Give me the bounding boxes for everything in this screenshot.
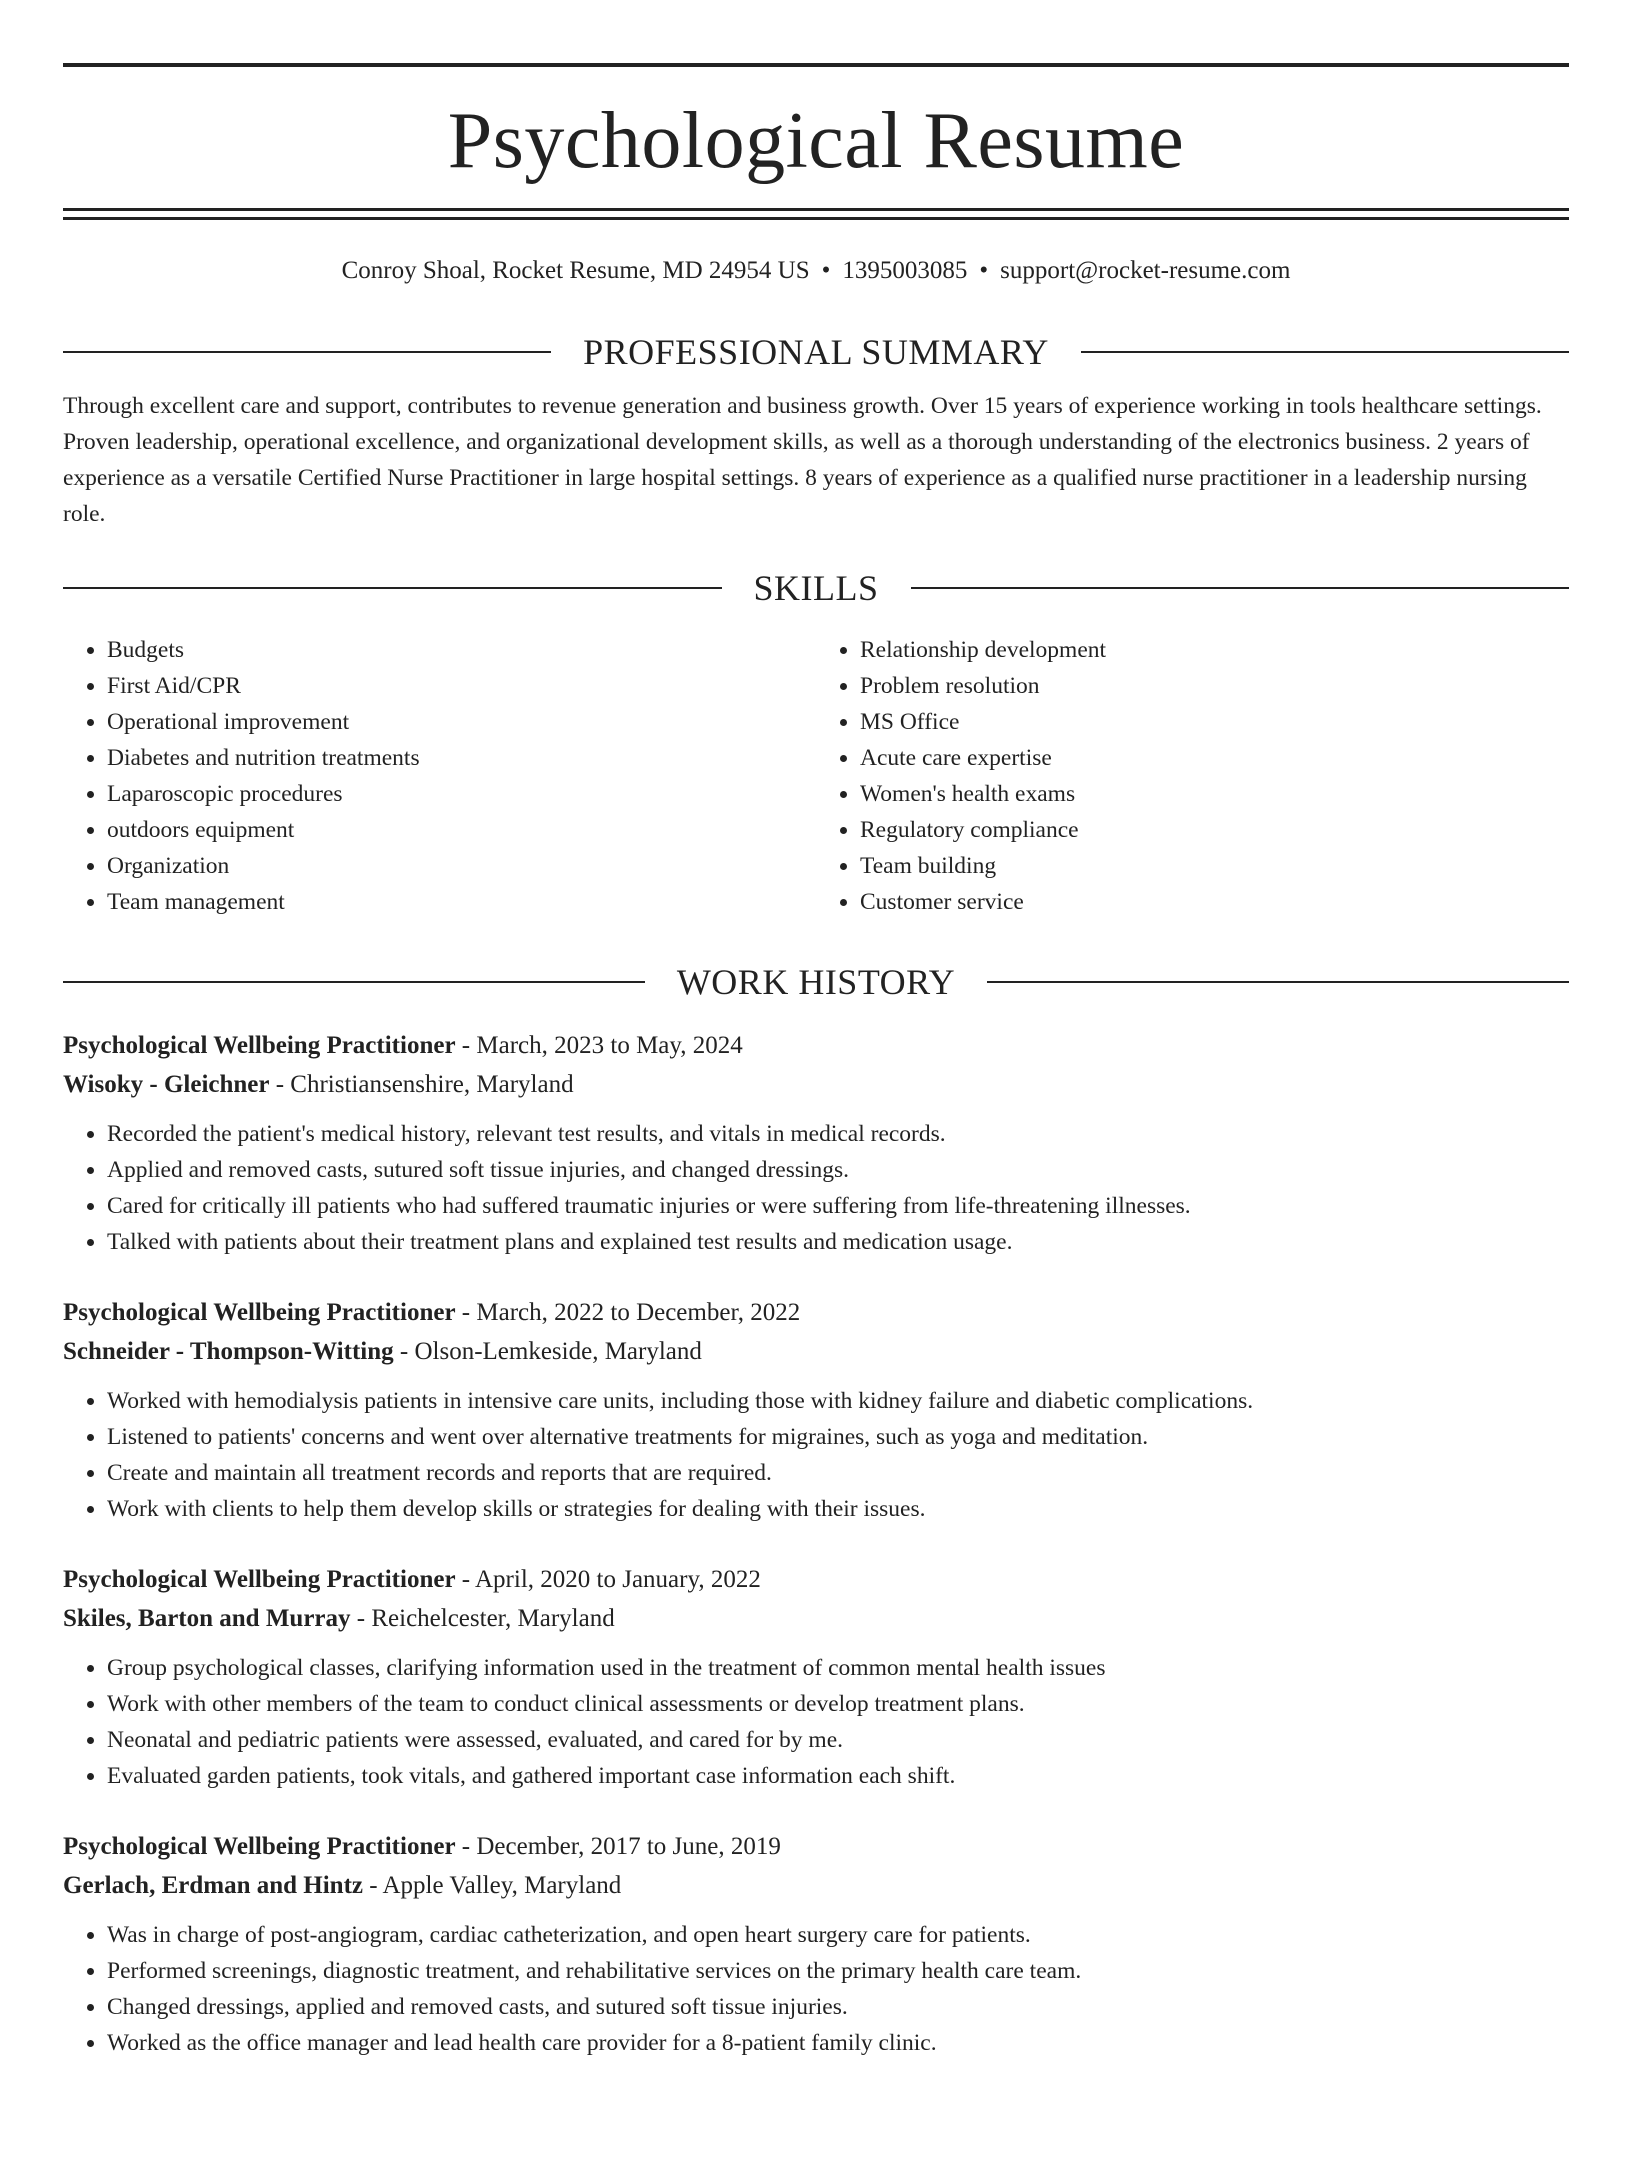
skill-item: • Laparoscopic procedures	[107, 776, 816, 812]
section-rule-right	[911, 587, 1570, 589]
job-bullets	[63, 1116, 1569, 1260]
job-entry	[63, 1293, 1569, 1527]
job-bullets	[63, 1917, 1569, 2061]
job-dates: - April, 2020 to January, 2022	[455, 1566, 761, 1593]
skill-item: • Women's health exams	[860, 776, 1569, 812]
job-company: Schneider - Thompson-Witting	[63, 1338, 394, 1365]
job-dates: - December, 2017 to June, 2019	[455, 1833, 781, 1860]
job-bullet: • Performed screenings, diagnostic treatment, and rehabilitative services on the primary health care team.	[107, 1953, 1569, 1989]
summary-heading: PROFESSIONAL SUMMARY	[583, 332, 1049, 372]
skill-item: • First Aid/CPR	[107, 668, 816, 704]
job-title-line	[63, 1827, 1569, 1866]
skill-item: • outdoors equipment	[107, 812, 816, 848]
job-dates: - March, 2022 to December, 2022	[455, 1299, 801, 1326]
job-entry	[63, 1026, 1569, 1260]
resume-page	[0, 63, 1632, 2175]
job-title-line	[63, 1560, 1569, 1599]
job-company: Skiles, Barton and Murray	[63, 1605, 351, 1632]
job-bullet: • Work with clients to help them develop skills or strategies for dealing with their issues.	[107, 1491, 1569, 1527]
job-title-line	[63, 1026, 1569, 1065]
job-location: - Apple Valley, Maryland	[363, 1872, 622, 1899]
section-rule-left	[63, 587, 722, 589]
job-bullet: • Talked with patients about their treatment plans and explained test results and medication usage.	[107, 1224, 1569, 1260]
skills-section-header	[63, 566, 1569, 610]
summary-text: Through excellent care and support, contributes to revenue generation and business growth. Over 15 years of experience working in tools healthcare settings. Proven leadership, operational excellence, and organizational development skills, as well as a thorough understanding of the electronics business. 2 years of experience as a versatile Certified Nurse Practitioner in large hospital settings. 8 years of experience as a qualified nurse practitioner in a leadership nursing role.	[63, 393, 1542, 527]
job-company-line	[63, 1065, 1569, 1104]
job-title: Psychological Wellbeing Practitioner	[63, 1566, 456, 1593]
skill-item: • Organization	[107, 848, 816, 884]
job-bullet: • Applied and removed casts, sutured soft tissue injuries, and changed dressings.	[107, 1152, 1569, 1188]
work-heading: WORK HISTORY	[676, 962, 956, 1002]
skill-item: • Team building	[860, 848, 1569, 884]
skills-column-left	[63, 632, 816, 920]
job-company: Gerlach, Erdman and Hintz	[63, 1872, 364, 1899]
job-bullet: • Create and maintain all treatment records and reports that are required.	[107, 1455, 1569, 1491]
job-bullet: • Evaluated garden patients, took vitals, and gathered important case information each shift.	[107, 1758, 1569, 1794]
contact-phone: 1395003085	[842, 257, 968, 284]
job-bullet: • Recorded the patient's medical history, relevant test results, and vitals in medical records.	[107, 1116, 1569, 1152]
job-title: Psychological Wellbeing Practitioner	[63, 1833, 456, 1860]
job-bullets	[63, 1650, 1569, 1794]
skill-item: • Team management	[107, 884, 816, 920]
job-bullet: • Was in charge of post-angiogram, cardiac catheterization, and open heart surgery care for patients.	[107, 1917, 1569, 1953]
job-bullet: • Group psychological classes, clarifying information used in the treatment of common mental health issues	[107, 1650, 1569, 1686]
job-bullet: • Neonatal and pediatric patients were assessed, evaluated, and cared for by me.	[107, 1722, 1569, 1758]
job-dates: - March, 2023 to May, 2024	[455, 1032, 743, 1059]
job-company-line	[63, 1332, 1569, 1371]
title-double-rule	[63, 208, 1569, 220]
job-bullet: • Cared for critically ill patients who had suffered traumatic injuries or were suffering from life-threatening illnesses.	[107, 1188, 1569, 1224]
work-section-header	[63, 960, 1569, 1004]
skill-item: • Relationship development	[860, 632, 1569, 668]
job-entry	[63, 1827, 1569, 2061]
job-location: - Christiansenshire, Maryland	[269, 1071, 574, 1098]
job-bullet: • Work with other members of the team to conduct clinical assessments or develop treatment plans.	[107, 1686, 1569, 1722]
job-company-line	[63, 1866, 1569, 1905]
summary-section-header	[63, 330, 1569, 374]
skill-item: • Operational improvement	[107, 704, 816, 740]
skill-item: • MS Office	[860, 704, 1569, 740]
job-title: Psychological Wellbeing Practitioner	[63, 1032, 456, 1059]
job-title: Psychological Wellbeing Practitioner	[63, 1299, 456, 1326]
contact-separator: •	[821, 257, 831, 284]
contact-address: Conroy Shoal, Rocket Resume, MD 24954 US	[341, 257, 810, 284]
top-rule	[63, 63, 1569, 67]
section-rule-right	[987, 981, 1569, 983]
section-rule-left	[63, 981, 645, 983]
section-rule-left	[63, 351, 551, 353]
job-company: Wisoky - Gleichner	[63, 1071, 270, 1098]
skill-item: • Problem resolution	[860, 668, 1569, 704]
job-location: - Reichelcester, Maryland	[350, 1605, 615, 1632]
job-company-line	[63, 1599, 1569, 1638]
job-title-line	[63, 1293, 1569, 1332]
job-bullet: • Worked as the office manager and lead health care provider for a 8-patient family clinic.	[107, 2025, 1569, 2061]
skill-item: • Customer service	[860, 884, 1569, 920]
skills-list	[63, 632, 1569, 920]
job-bullets	[63, 1383, 1569, 1527]
skill-item: • Budgets	[107, 632, 816, 668]
resume-title: Psychological Resume	[447, 97, 1185, 185]
skill-item: • Acute care expertise	[860, 740, 1569, 776]
contact-line	[63, 256, 1569, 286]
job-bullet: • Worked with hemodialysis patients in intensive care units, including those with kidney failure and diabetic complications.	[107, 1383, 1569, 1419]
job-bullet: • Changed dressings, applied and removed casts, and sutured soft tissue injuries.	[107, 1989, 1569, 2025]
skills-column-right	[816, 632, 1569, 920]
job-location: - Olson-Lemkeside, Maryland	[393, 1338, 702, 1365]
skill-item: • Diabetes and nutrition treatments	[107, 740, 816, 776]
job-entry	[63, 1560, 1569, 1794]
skill-item: • Regulatory compliance	[860, 812, 1569, 848]
skills-heading: SKILLS	[753, 568, 879, 608]
section-rule-right	[1081, 351, 1569, 353]
contact-email: support@rocket-resume.com	[1000, 257, 1291, 284]
job-bullet: • Listened to patients' concerns and went over alternative treatments for migraines, such as yoga and meditation.	[107, 1419, 1569, 1455]
contact-separator: •	[979, 257, 989, 284]
